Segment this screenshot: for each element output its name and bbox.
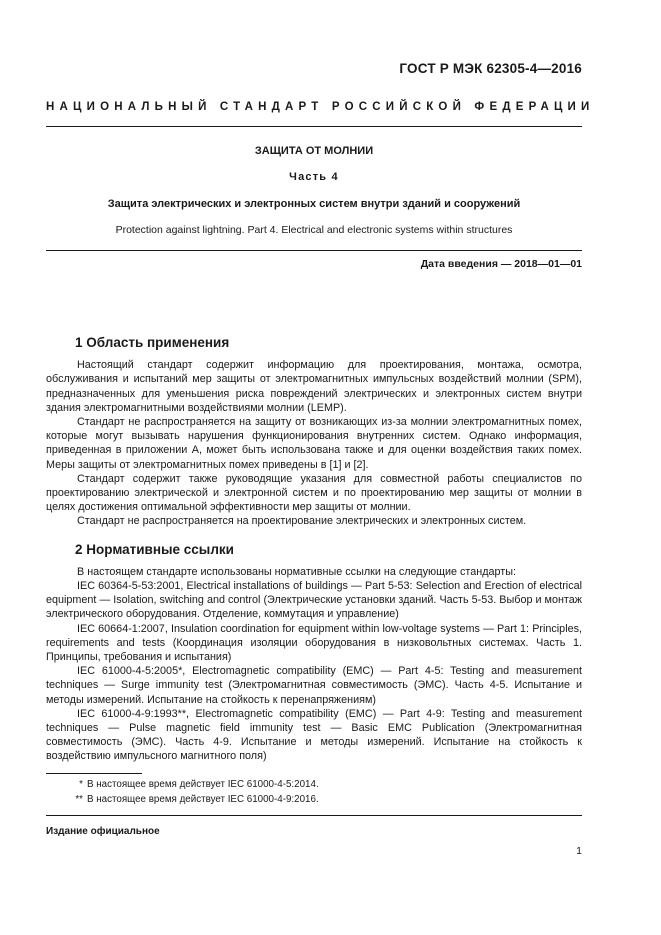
title-rule: [46, 250, 582, 251]
english-title: Protection against lightning. Part 4. Electrical and electronic systems within structures: [115, 224, 513, 236]
paragraph: Стандарт содержит также руководящие указания для совместной работы специалистов по проектированию электрической и электронной систем и по проектированию мер защиты от молнии в целях достижения оптимальной эффективности мер защиты от молнии.: [46, 472, 582, 514]
reference-item: IEC 60364-5-53:2001, Electrical installations of buildings — Part 5-53: Selection and Erection of electrical equipment — Isolation, switching and control (Электрические установки зданий. Часть 5-53. Выбор и монтаж электрического оборудования. Отделение, коммутация и управление): [46, 580, 582, 621]
official-edition-label: Издание официальное: [46, 826, 160, 837]
footnote-mark: *: [79, 779, 83, 790]
document-body: [46, 336, 582, 764]
document-number: ГОСТ Р МЭК 62305-4—2016: [399, 61, 582, 76]
paragraph: В настоящем стандарте использованы нормативные ссылки на следующие стандарты:: [77, 565, 516, 578]
footnote-text: В настоящее время действует IEC 61000-4-9:2016.: [87, 794, 319, 805]
section-heading-normative-references: 2 Нормативные ссылки: [75, 541, 234, 557]
paragraph: Настоящий стандарт содержит информацию для проектирования, монтажа, осмотра, обслуживания и испытаний мер защиты от электромагнитных импульсных воздействий молнии (SPM), предназначенных для уменьшения риска повреждений электрических и электронных систем внутри здания электромагнитными воздействиями молнии (LEMP).: [46, 359, 582, 414]
paragraph: Стандарт не распространяется на защиту от возникающих из-за молнии электромагнитных помех, которые могут вызывать нарушения функционирования внутренних систем. Однако информация, приведенная в приложении А, может быть использована также и для оценки воздействия таких помех. Меры защиты от электромагнитных помех приведены в [1] и [2].: [46, 416, 582, 471]
standard-subtitle: Защита электрических и электронных систем внутри зданий и сооружений: [107, 198, 521, 210]
footer-rule: [46, 815, 582, 816]
footnote-mark: **: [75, 794, 83, 805]
page-number: 1: [576, 845, 582, 857]
footnote: [46, 779, 319, 791]
section-heading-scope: 1 Область применения: [75, 335, 230, 350]
national-standard-banner: НАЦИОНАЛЬНЫЙ СТАНДАРТ РОССИЙСКОЙ ФЕДЕРАЦИИ: [46, 101, 595, 113]
footnote: [46, 794, 319, 806]
reference-item: IEC 61000-4-5:2005*, Electromagnetic compatibility (EMC) — Part 4-5: Testing and measurement techniques — Surge immunity test (Электромагнитная совместимость (ЭМС). Часть 4-5. Испытание и методы измерений. Испытание на стойкость к перенапряжениям): [46, 665, 582, 706]
standard-part: Часть 4: [289, 171, 339, 183]
footnote-rule: [46, 773, 142, 774]
reference-item: IEC 60664-1:2007, Insulation coordination for equipment within low-voltage systems — Part 1: Principles, requirements and tests (Координация изоляции оборудования в низковольтных системах. Часть 1. Принципы, требования и испытания): [46, 622, 582, 664]
introduction-date: Дата введения — 2018—01—01: [420, 258, 582, 270]
footnote-text: В настоящее время действует IEC 61000-4-5:2014.: [87, 779, 319, 790]
reference-item: IEC 61000-4-9:1993**, Electromagnetic compatibility (EMC) — Part 4-9: Testing and measurement techniques — Pulse magnetic field immunity test — Basic EMC Publication (Электромагнитная совместимость (ЭМС). Часть 4-9. Испытание и методы измерений. Испытание на стойкость к воздействию импульсного магнитного поля): [46, 707, 582, 763]
standard-title: ЗАЩИТА ОТ МОЛНИИ: [254, 145, 374, 157]
paragraph: Стандарт не распространяется на проектирование электрических и электронных систем.: [77, 515, 527, 528]
header-rule: [46, 126, 582, 127]
